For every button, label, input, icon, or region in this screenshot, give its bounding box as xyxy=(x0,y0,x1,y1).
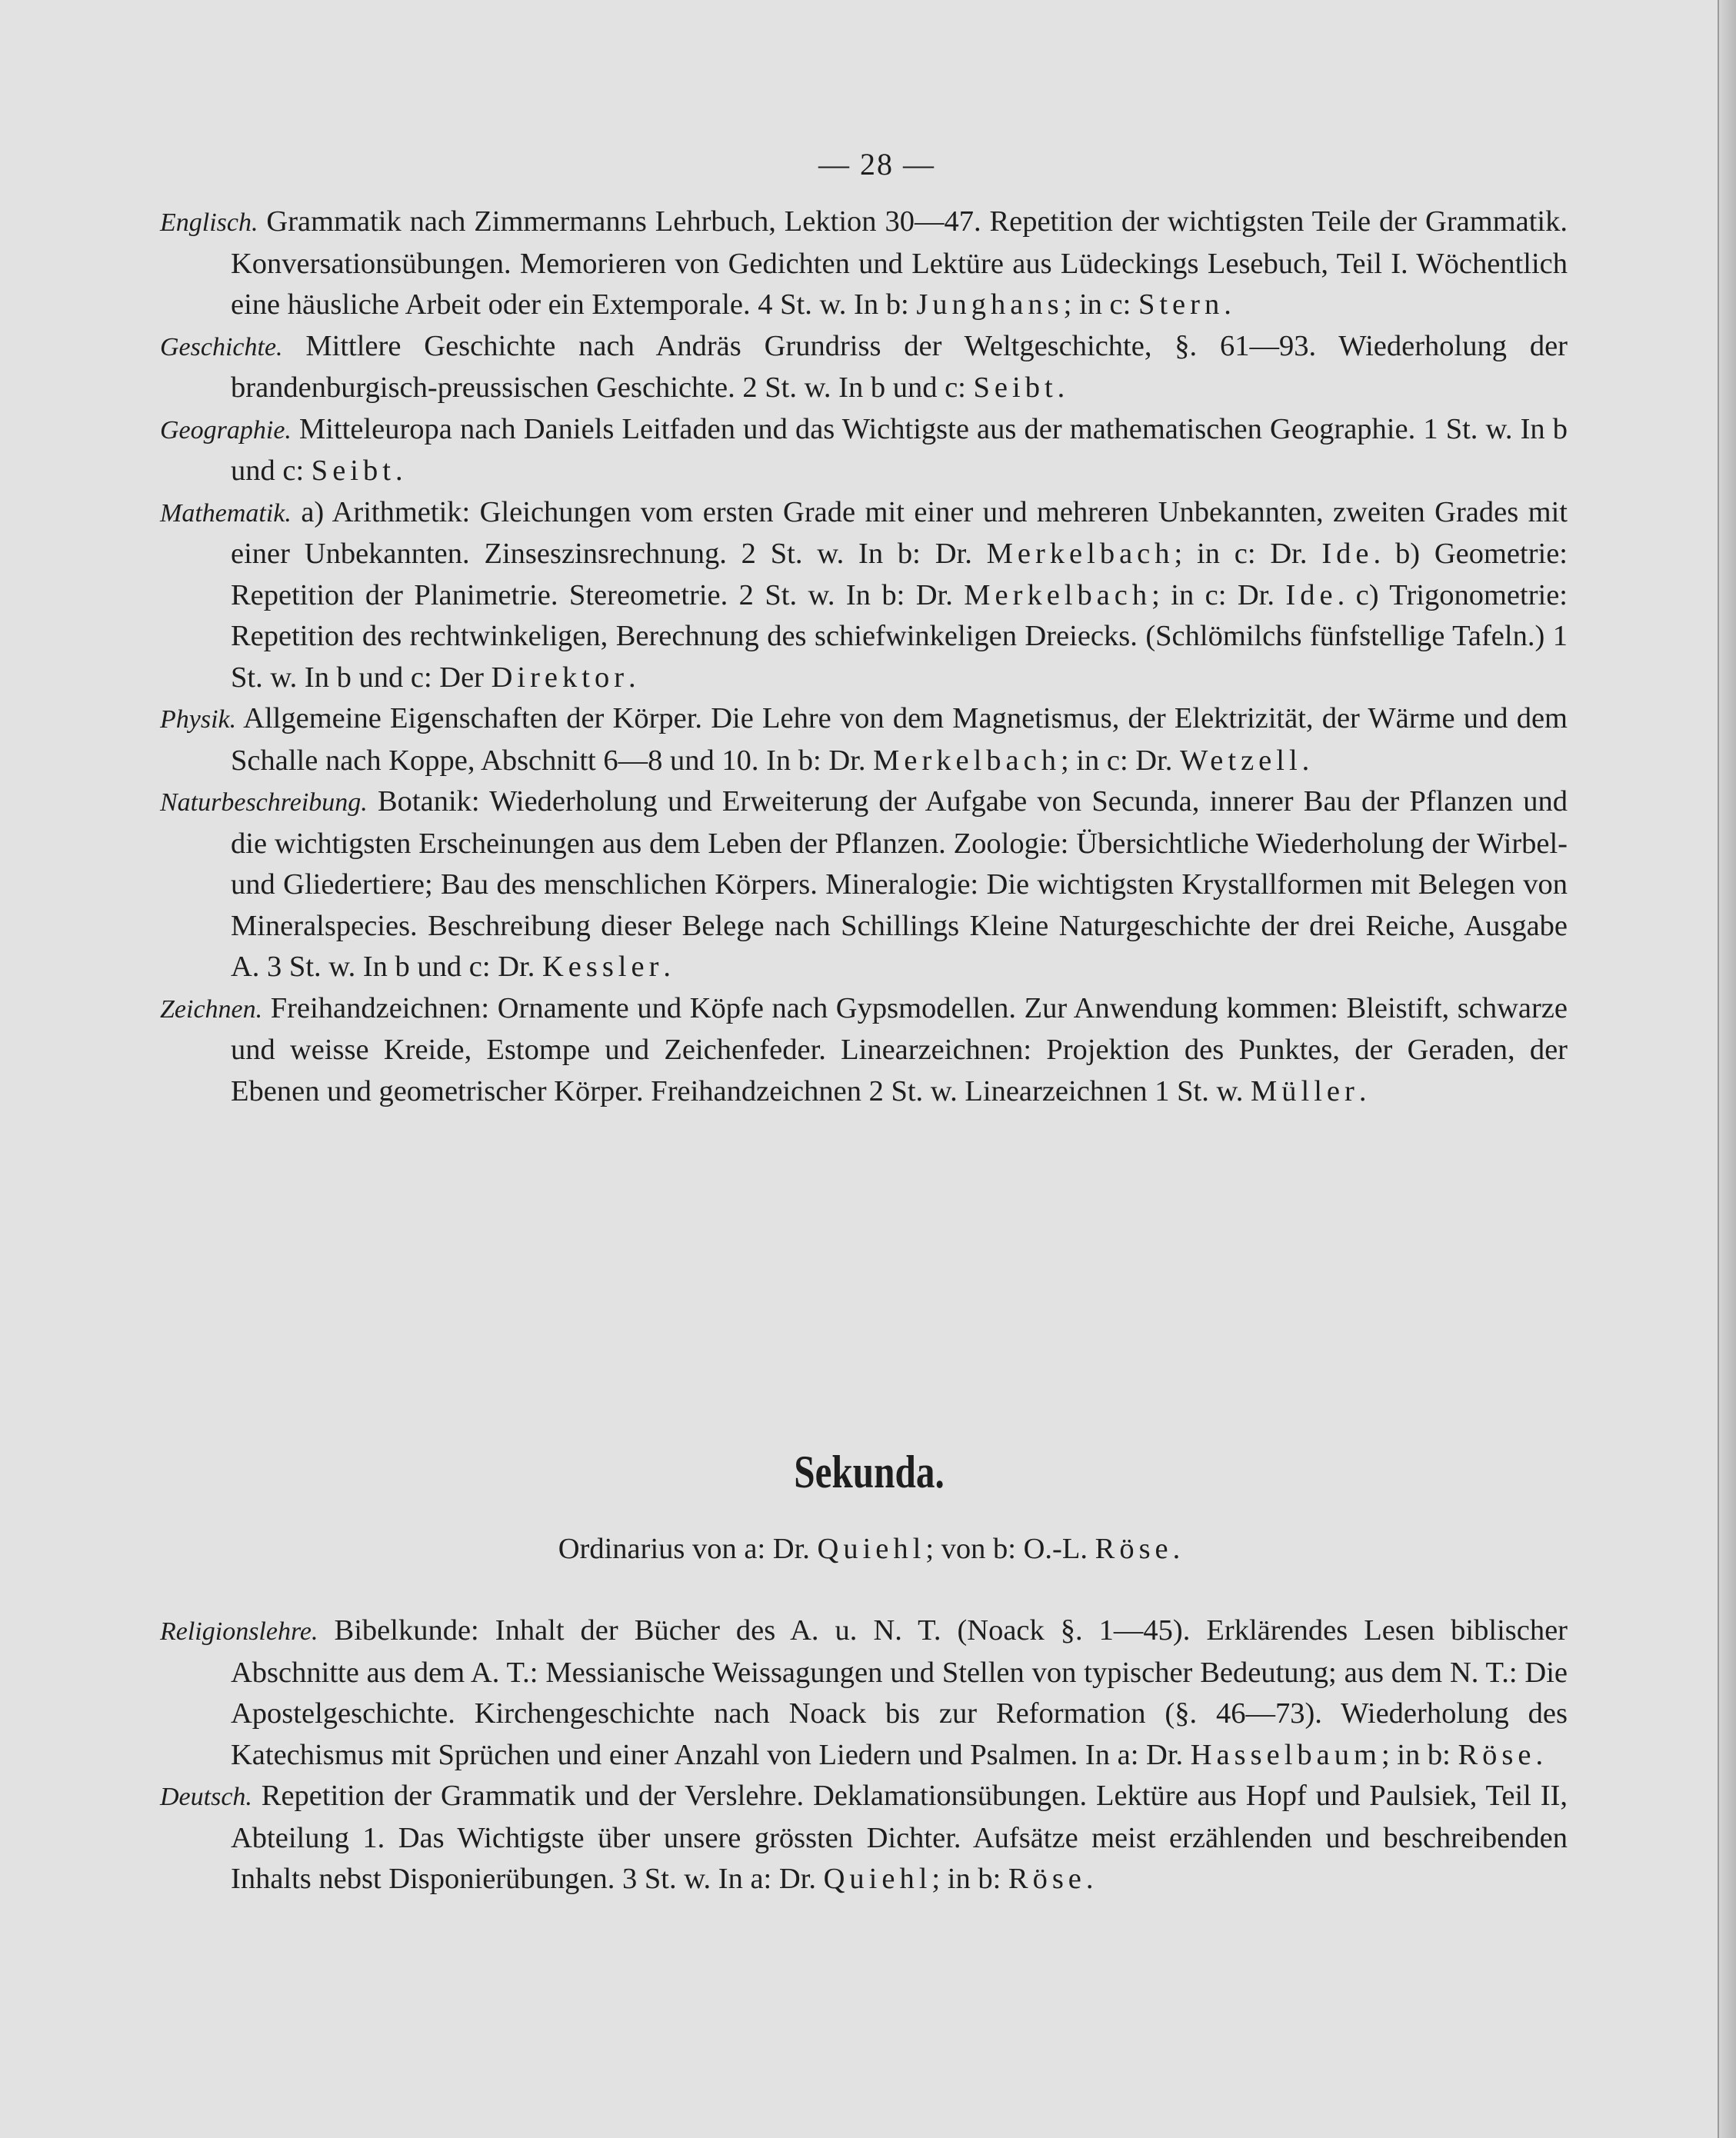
entry-text: Ordinarius von a: Dr. xyxy=(558,1533,818,1565)
entry-text: ; in c: Dr. xyxy=(1174,538,1322,570)
entry-text: Mitteleuropa nach Daniels Leitfaden und das Wichtigste aus der mathematischen Geographie. 1 St. w. In b und c: xyxy=(231,412,1568,487)
entry-text: . b) Geometrie: Repetition der Planimetrie. Stereometrie. 2 St. w. In b: Dr. xyxy=(231,538,1568,611)
teacher-name: Röse xyxy=(1095,1533,1173,1565)
teacher-name: Merkelbach xyxy=(964,578,1152,611)
subject-entry xyxy=(160,409,1568,492)
entry-text: . xyxy=(628,661,636,694)
teacher-name: Seibt xyxy=(973,371,1058,404)
teacher-name: Ide xyxy=(1321,538,1374,570)
teacher-name: Röse xyxy=(1458,1738,1536,1771)
teacher-name: Müller xyxy=(1251,1074,1359,1107)
curriculum-bottom-section xyxy=(160,1610,1568,1900)
entry-text: . xyxy=(1535,1738,1544,1771)
subject-entry xyxy=(160,1776,1568,1900)
subject-entry xyxy=(160,492,1568,699)
teacher-name: Hasselbaum xyxy=(1190,1738,1381,1771)
entry-text: Allgemeine Eigenschaften der Körper. Die Lehre von dem Magnetismus, der Elektrizität, der Wärme und dem Schalle nach Koppe, Abschnitt 6—8 und 10. In b: Dr. xyxy=(231,702,1568,777)
entry-text: . xyxy=(1301,744,1310,777)
teacher-name: Junghans xyxy=(916,288,1064,321)
section-heading: Sekunda. xyxy=(794,1447,945,1497)
entry-text: . xyxy=(1172,1533,1181,1565)
entry-text: Bibelkunde: Inhalt der Bücher des A. u. N. T. (Noack §. 1—45). Erklärendes Lesen biblischer Abschnitte aus dem A. T.: Messianische Weissagungen und Stellen von typischer Bedeutung; aus dem N. T.: Die Apostelgeschichte. Kirchengeschichte nach Noack bis zur Reformation (§. 46—73). Wiederholung des Katechismus mit Sprüchen und einer Anzahl von Liedern und Psalmen. In a: Dr. xyxy=(231,1614,1568,1771)
subject-label: Mathematik. xyxy=(160,498,292,528)
entry-text: ; in c: xyxy=(1063,288,1138,321)
subject-label: Zeichnen. xyxy=(160,994,263,1024)
teacher-name: Quiehl xyxy=(823,1863,932,1895)
subject-entry xyxy=(160,781,1568,988)
subject-entry xyxy=(160,1610,1568,1776)
entry-text: . xyxy=(1224,288,1231,321)
subject-label: Geschichte. xyxy=(160,332,283,361)
subject-entry xyxy=(160,326,1568,409)
entry-text: ; von b: O.-L. xyxy=(925,1533,1095,1565)
entry-text: . xyxy=(663,951,671,983)
subject-entry xyxy=(160,698,1568,781)
entry-text: . xyxy=(1057,371,1065,404)
ordinarius-line xyxy=(431,1532,1308,1566)
entry-text: ; in b: xyxy=(1381,1738,1458,1771)
curriculum-top-section xyxy=(160,201,1568,1112)
page-number: — 28 — xyxy=(818,147,935,181)
subject-label: Physik. xyxy=(160,705,237,734)
teacher-name: Röse xyxy=(1008,1863,1086,1895)
subject-label: Deutsch. xyxy=(160,1783,252,1811)
entry-text: . xyxy=(1358,1074,1367,1107)
entry-text: . xyxy=(395,455,403,487)
entry-text: Repetition der Grammatik und der Verslehre. Deklamationsübungen. Lektüre aus Hopf und Paulsiek, Teil II, Abteilung 1. Das Wichtigste über unsere grössten Dichter. Aufsätze meist erzählenden und beschreibenden Inhalts nebst Disponierübungen. 3 St. w. In a: Dr. xyxy=(231,1780,1568,1895)
teacher-name: Direktor xyxy=(491,661,629,694)
teacher-name: Merkelbach xyxy=(986,538,1175,570)
teacher-name: Ide xyxy=(1285,578,1338,611)
entry-text: . c) Trigonometrie: Repetition des rechtwinkeligen, Berechnung des schiefwinkeligen Dreiecks. (Schlömilchs fünfstellige Tafeln.) 1 St. w. In b und c: Der xyxy=(231,578,1568,694)
teacher-name: Wetzell xyxy=(1180,744,1302,777)
subject-label: Englisch. xyxy=(160,208,258,237)
entry-text: ; in c: Dr. xyxy=(1060,744,1181,777)
subject-entry xyxy=(160,201,1568,326)
entry-text: . xyxy=(1085,1863,1094,1895)
teacher-name: Kessler xyxy=(541,951,664,983)
teacher-name: Stern xyxy=(1138,288,1225,321)
entry-text: Mittlere Geschichte nach Andräs Grundriss der Weltgeschichte, §. 61—93. Wiederholung der brandenburgisch-preussischen Geschichte. 2 St. w. In b und c: xyxy=(231,329,1568,404)
entry-text: Freihandzeichnen: Ornamente und Köpfe nach Gypsmodellen. Zur Anwendung kommen: Bleistift, schwarze und weisse Kreide, Estompe und Zeichenfeder. Linearzeichnen: Projektion des Punktes, der Geraden, der Ebenen und geometrischer Körper. Freihandzeichnen 2 St. w. Linearzeichnen 1 St. w. xyxy=(231,991,1568,1107)
entry-text: Botanik: Wiederholung und Erweiterung der Aufgabe von Secunda, innerer Bau der Pflanzen und die wichtigsten Erscheinungen aus dem Leben der Pflanzen. Zoologie: Übersichtliche Wiederholung der Wirbel- und Gliedertiere; Bau des menschlichen Körpers. Mineralogie: Die wichtigsten Krystallformen mit Belegen von Mineralspecies. Beschreibung dieser Belege nach Schillings Kleine Naturgeschichte der drei Reiche, Ausgabe A. 3 St. w. In b und c: Dr. xyxy=(231,785,1568,983)
entry-text: ; in b: xyxy=(931,1863,1008,1895)
entry-text: Grammatik nach Zimmermanns Lehrbuch, Lektion 30—47. Repetition der wichtigsten Teile der Grammatik. Konversationsübungen. Memorieren von Gedichten und Lektüre aus Lüdeckings Lesebuch, Teil I. Wöchentlich eine häusliche Arbeit oder ein Extemporale. 4 St. w. In b: xyxy=(231,205,1568,321)
subject-entry xyxy=(160,988,1568,1113)
page-edge xyxy=(1718,0,1736,2138)
subject-label: Religionslehre. xyxy=(160,1617,318,1646)
teacher-name: Quiehl xyxy=(817,1533,926,1565)
entry-text: ; in c: Dr. xyxy=(1151,578,1286,611)
subject-label: Naturbeschreibung. xyxy=(160,788,368,817)
teacher-name: Seibt xyxy=(311,455,395,487)
subject-label: Geographie. xyxy=(160,415,292,445)
entry-text: a) Arithmetik: Gleichungen vom ersten Grade mit einer und mehreren Unbekannten, zweiten Grades mit einer Unbekannten. Zinseszinsrechnung. 2 St. w. In b: Dr. xyxy=(231,495,1568,570)
teacher-name: Merkelbach xyxy=(873,744,1061,777)
